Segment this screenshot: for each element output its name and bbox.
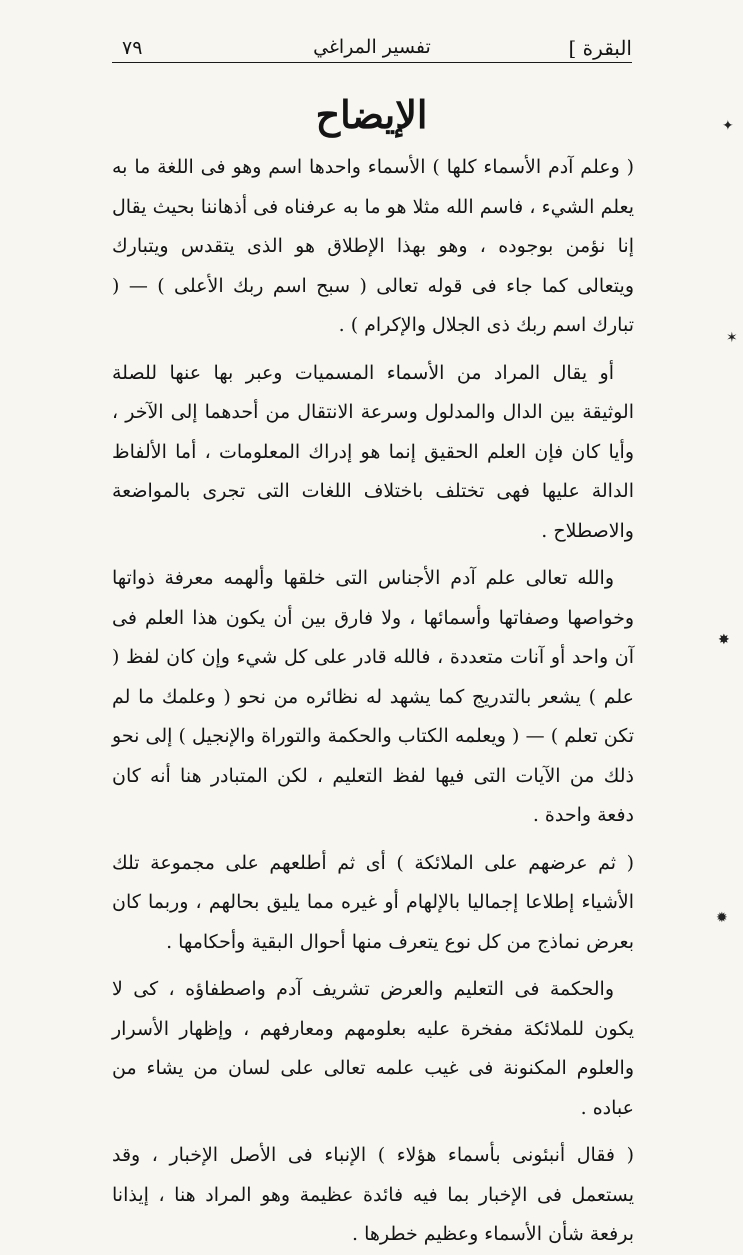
- paragraph: ( وعلم آدم الأسماء كلها ) الأسماء واحدها اسم وهو فى اللغة ما به يعلم الشيء ، فاسم الله مثلا هو ما به عرفناه فى أذهاننا بحيث يقال إنا نؤمن بوجوده ، وهو بهذا الإطلاق هو الذى يتقدس ويتبارك ويتعالى كما جاء فى قوله تعالى ( سبح اسم ربك الأعلى ) — ( تبارك اسم ربك ذى الجلال والإكرام ) .: [112, 156, 635, 336]
- book-title: تفسير المراغي: [313, 36, 431, 58]
- paragraph: ( ثم عرضهم على الملائكة ) أى ثم أطلعهم على مجموعة تلك الأشياء إطلاعا إجماليا بالإلهام أو غيره مما يليق بحالهم ، وربما كان بعرض نماذج من كل نوع يتعرف منها أحوال البقية وأحكامها .: [112, 851, 634, 953]
- page-number: ٧٩: [122, 37, 143, 59]
- paragraph: أو يقال المراد من الأسماء المسميات وعبر بها عنها للصلة الوثيقة بين الدال والمدلول وسرعة الانتقال من أحدهما إلى الآخر ، وأيا كان فإن العلم الحقيق إنما هو إدراك المعلومات ، أما الألفاظ الدالة عليها فهى تختلف باختلاف اللغات التى تجرى بالمواضعة والاصطلاح .: [112, 361, 634, 542]
- surah-name: البقرة ]: [568, 36, 632, 60]
- scan-mark-icon: ✹: [716, 910, 728, 926]
- paragraph: والحكمة فى التعليم والعرض تشريف آدم واصطفاؤه ، كى لا يكون للملائكة مفخرة عليه بعلومهم ومعارفهم ، وإظهار الأسرار والعلوم المكنونة فى غيب علمه تعالى على لسان من يشاء من عباده .: [112, 978, 634, 1119]
- paragraph: ( فقال أنبئونى بأسماء هؤلاء ) الإنباء فى الأصل الإخبار ، وقد يستعمل فى الإخبار بما فيه فائدة عظيمة وهو المراد هنا ، إيذانا برفعة شأن الأسماء وعظيم خطرها .: [112, 1144, 634, 1245]
- header-rule: [112, 62, 632, 63]
- section-title: الإيضاح: [315, 92, 428, 137]
- scan-mark-icon: ✶: [726, 330, 738, 346]
- scan-mark-icon: ✦: [722, 118, 734, 134]
- scan-mark-icon: ✸: [718, 632, 730, 648]
- body-text: [112, 148, 635, 1245]
- paragraph: والله تعالى علم آدم الأجناس التى خلقها وألهمه معرفة ذواتها وخواصها وصفاتها وأسمائها ، ولا فارق بين أن يكون هذا العلم فى آن واحد أو آنات متعددة ، فالله قادر على كل شيء وإن كان لفظ ( علم ) يشعر بالتدريج كما يشهد له نظائره من نحو ( وعلمك ما لم تكن تعلم ) — ( ويعلمه الكتاب والحكمة والتوراة والإنجيل ) إلى نحو ذلك من الآيات التى فيها لفظ التعليم ، لكن المتبادر هنا أنه كان دفعة واحدة .: [112, 567, 634, 826]
